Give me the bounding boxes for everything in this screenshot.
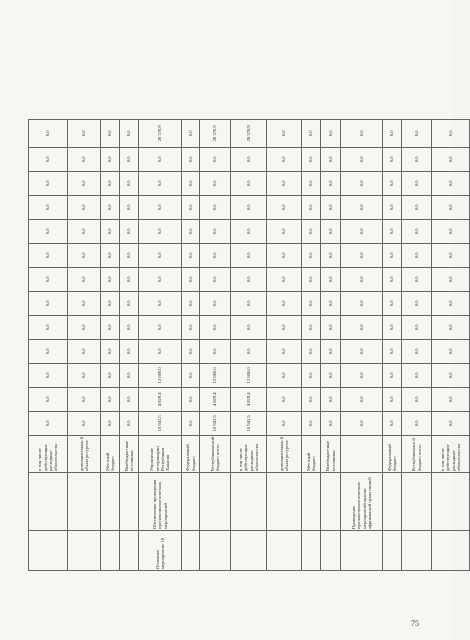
source-cell: Республиканский бюджет всего [200, 435, 231, 472]
value-cell: 0,0 [120, 119, 139, 147]
table-row [29, 119, 68, 570]
value-cell: 0,0 [341, 363, 383, 387]
value-cell: 0,0 [101, 147, 120, 171]
value-cell: 0,0 [200, 315, 231, 339]
measure-cell [200, 531, 231, 571]
source-cell: Республиканск й бюджет всего [402, 435, 432, 472]
value-cell: 0,0 [120, 291, 139, 315]
measure-cell [182, 531, 200, 571]
measure-cell [402, 531, 432, 571]
value-cell: 0,0 [302, 243, 321, 267]
table-row [68, 119, 101, 570]
value-cell: 0,0 [383, 243, 402, 267]
value-cell: 4 829,4 [200, 387, 231, 411]
measure-cell [120, 531, 139, 571]
value-cell: 0,0 [68, 219, 101, 243]
value-cell: 0,0 [68, 387, 101, 411]
value-cell: 0,0 [383, 315, 402, 339]
value-cell: 0,0 [120, 363, 139, 387]
value-cell: 0,0 [402, 119, 432, 147]
table-row [402, 119, 432, 570]
value-cell: 0,0 [231, 219, 267, 243]
value-cell: 0,0 [402, 339, 432, 363]
value-cell: 0,0 [68, 411, 101, 435]
value-cell: 0,0 [341, 243, 383, 267]
measure-cell [432, 531, 470, 571]
value-cell: 0,0 [267, 219, 302, 243]
measure-cell [321, 531, 341, 571]
value-cell: 0,0 [29, 411, 68, 435]
measure-cell [383, 531, 402, 571]
value-cell: 0,0 [302, 195, 321, 219]
value-cell: 0,0 [68, 195, 101, 219]
value-cell: 0,0 [341, 195, 383, 219]
event-name-cell [200, 473, 231, 531]
value-cell: 0,0 [267, 387, 302, 411]
value-cell: 0,0 [120, 195, 139, 219]
value-cell: 0,0 [68, 267, 101, 291]
value-cell: 0,0 [200, 195, 231, 219]
value-cell: 0,0 [321, 147, 341, 171]
event-name-cell [302, 473, 321, 531]
value-cell: 0,0 [231, 339, 267, 363]
value-cell: 0,0 [321, 315, 341, 339]
value-cell: 0,0 [341, 387, 383, 411]
event-name-cell [321, 473, 341, 531]
value-cell: 0,0 [321, 195, 341, 219]
value-cell: 0,0 [29, 171, 68, 195]
value-cell: 0,0 [200, 219, 231, 243]
value-cell: 0,0 [182, 195, 200, 219]
event-name-cell [267, 473, 302, 531]
value-cell: 0,0 [139, 243, 182, 267]
measure-cell [302, 531, 321, 571]
event-name-cell [182, 473, 200, 531]
value-cell: 0,0 [432, 387, 470, 411]
value-cell: 0,0 [383, 411, 402, 435]
event-name-cell [29, 473, 68, 531]
value-cell: 0,0 [267, 195, 302, 219]
value-cell: 0,0 [267, 243, 302, 267]
event-name-cell [432, 473, 470, 531]
source-cell: Местный бюджет [101, 435, 120, 472]
value-cell: 12 800,0 [200, 363, 231, 387]
value-cell: 0,0 [302, 339, 321, 363]
value-cell: 0,0 [402, 171, 432, 195]
value-cell: 0,0 [231, 243, 267, 267]
source-cell: Федеральный бюджет [383, 435, 402, 472]
table-row [432, 119, 470, 570]
value-cell: 0,0 [341, 119, 383, 147]
value-cell: 10 941,5 [139, 411, 182, 435]
event-name-cell [120, 473, 139, 531]
value-cell: 0,0 [383, 171, 402, 195]
value-cell: 0,0 [402, 387, 432, 411]
value-cell: 0,0 [29, 243, 68, 267]
value-cell: 0,0 [302, 363, 321, 387]
value-cell: 0,0 [200, 339, 231, 363]
value-cell: 0,0 [383, 267, 402, 291]
value-cell: 0,0 [432, 219, 470, 243]
table-row [267, 119, 302, 570]
value-cell: 0,0 [101, 267, 120, 291]
value-cell: 0,0 [101, 171, 120, 195]
table-row [383, 119, 402, 570]
value-cell: 0,0 [341, 147, 383, 171]
value-cell: 0,0 [383, 339, 402, 363]
value-cell: 0,0 [432, 411, 470, 435]
event-name-cell [68, 473, 101, 531]
value-cell: 0,0 [432, 267, 470, 291]
value-cell: 0,0 [432, 119, 470, 147]
value-cell: 0,0 [68, 339, 101, 363]
value-cell: 0,0 [302, 291, 321, 315]
table-row [120, 119, 139, 570]
value-cell: 28 370,9 [139, 119, 182, 147]
value-cell: 0,0 [321, 243, 341, 267]
value-cell: 12 800,0 [231, 363, 267, 387]
value-cell: 0,0 [383, 119, 402, 147]
table-row [200, 119, 231, 570]
value-cell: 0,0 [302, 387, 321, 411]
value-cell: 0,0 [302, 219, 321, 243]
table-row [302, 119, 321, 570]
value-cell: 0,0 [200, 291, 231, 315]
value-cell: 0,0 [139, 291, 182, 315]
value-cell: 0,0 [383, 291, 402, 315]
source-cell: в том числе действующие расходные обязательства [29, 435, 68, 472]
value-cell: 0,0 [182, 411, 200, 435]
value-cell: 0,0 [139, 195, 182, 219]
value-cell: 0,0 [200, 243, 231, 267]
value-cell: 0,0 [231, 147, 267, 171]
value-cell: 0,0 [341, 171, 383, 195]
source-cell: Управление ветеринарии Республики Хакасия [139, 435, 182, 472]
value-cell: 0,0 [200, 171, 231, 195]
value-cell: 0,0 [341, 315, 383, 339]
value-cell: 0,0 [402, 291, 432, 315]
value-cell: 0,0 [120, 315, 139, 339]
value-cell: 0,0 [267, 339, 302, 363]
value-cell: 28 370,9 [231, 119, 267, 147]
value-cell: 0,0 [321, 171, 341, 195]
value-cell: 0,0 [120, 171, 139, 195]
value-cell: 0,0 [120, 267, 139, 291]
value-cell: 0,0 [182, 267, 200, 291]
value-cell: 0,0 [139, 147, 182, 171]
value-cell: 0,0 [432, 243, 470, 267]
value-cell: 0,0 [383, 195, 402, 219]
measure-cell [101, 531, 120, 571]
value-cell: 0,0 [267, 171, 302, 195]
value-cell: 0,0 [267, 291, 302, 315]
source-cell: Местный бюджет [302, 435, 321, 472]
measure-cell [341, 531, 383, 571]
value-cell: 0,0 [321, 387, 341, 411]
measure-cell [68, 531, 101, 571]
value-cell: 0,0 [29, 387, 68, 411]
value-cell: 0,0 [402, 195, 432, 219]
value-cell: 0,0 [341, 267, 383, 291]
value-cell: 0,0 [120, 411, 139, 435]
value-cell: 0,0 [182, 291, 200, 315]
value-cell: 0,0 [101, 339, 120, 363]
value-cell: 0,0 [101, 243, 120, 267]
value-cell: 0,0 [341, 219, 383, 243]
value-cell: 0,0 [321, 363, 341, 387]
value-cell: 0,0 [68, 315, 101, 339]
value-cell: 0,0 [29, 291, 68, 315]
value-cell: 0,0 [120, 243, 139, 267]
value-cell: 0,0 [29, 267, 68, 291]
table-row [231, 119, 267, 570]
value-cell: 0,0 [267, 315, 302, 339]
value-cell: 0,0 [267, 119, 302, 147]
source-cell: в том числе действующие расходные обязательства [432, 435, 470, 472]
source-cell: Внебюджетные источники [321, 435, 341, 472]
value-cell: 0,0 [101, 291, 120, 315]
value-cell: 0,0 [432, 291, 470, 315]
value-cell: 0,0 [139, 267, 182, 291]
value-cell: 0,0 [341, 411, 383, 435]
measure-cell [29, 531, 68, 571]
value-cell: 0,0 [302, 147, 321, 171]
source-cell: Внебюджетные источники [120, 435, 139, 472]
value-cell: 4 829,4 [231, 387, 267, 411]
value-cell: 0,0 [182, 315, 200, 339]
value-cell: 0,0 [267, 267, 302, 291]
event-name-cell [101, 473, 120, 531]
value-cell: 0,0 [231, 267, 267, 291]
value-cell: 0,0 [101, 315, 120, 339]
value-cell: 0,0 [101, 363, 120, 387]
source-cell: дополнительны й объем ресурсов [68, 435, 101, 472]
value-cell: 28 370,9 [200, 119, 231, 147]
value-cell: 0,0 [432, 339, 470, 363]
value-cell: 0,0 [120, 147, 139, 171]
value-cell: 0,0 [402, 267, 432, 291]
value-cell: 0,0 [402, 219, 432, 243]
value-cell: 0,0 [321, 267, 341, 291]
value-cell: 0,0 [29, 363, 68, 387]
page-number: 75 [411, 619, 419, 628]
value-cell: 0,0 [200, 147, 231, 171]
value-cell: 0,0 [182, 171, 200, 195]
value-cell: 0,0 [383, 219, 402, 243]
value-cell: 0,0 [402, 243, 432, 267]
table-row [321, 119, 341, 570]
value-cell: 0,0 [231, 195, 267, 219]
value-cell: 12 800,0 [139, 363, 182, 387]
value-cell: 0,0 [29, 195, 68, 219]
value-cell: 0,0 [200, 267, 231, 291]
value-cell: 0,0 [29, 119, 68, 147]
source-cell: дополнительны й объем ресурсов [267, 435, 302, 472]
value-cell: 10 941,5 [200, 411, 231, 435]
value-cell: 0,0 [432, 171, 470, 195]
value-cell: 0,0 [231, 171, 267, 195]
value-cell: 0,0 [231, 291, 267, 315]
table-row [182, 119, 200, 570]
table-row [341, 119, 383, 570]
value-cell: 0,0 [302, 315, 321, 339]
value-cell: 0,0 [68, 291, 101, 315]
value-cell: 0,0 [101, 219, 120, 243]
value-cell: 0,0 [402, 363, 432, 387]
value-cell: 0,0 [29, 315, 68, 339]
value-cell: 0,0 [29, 339, 68, 363]
source-cell: Федеральный бюджет [182, 435, 200, 472]
value-cell: 0,0 [29, 219, 68, 243]
value-cell: 0,0 [321, 119, 341, 147]
value-cell: 0,0 [182, 339, 200, 363]
value-cell: 0,0 [139, 339, 182, 363]
value-cell: 0,0 [68, 243, 101, 267]
measure-cell: Основное мероприятие 10 [139, 531, 182, 571]
value-cell: 0,0 [68, 363, 101, 387]
event-name-cell [383, 473, 402, 531]
value-cell: 0,0 [302, 119, 321, 147]
value-cell: 0,0 [101, 387, 120, 411]
value-cell: 0,0 [101, 119, 120, 147]
value-cell: 10 941,5 [231, 411, 267, 435]
value-cell: 0,0 [432, 147, 470, 171]
measure-cell [231, 531, 267, 571]
value-cell: 0,0 [402, 411, 432, 435]
value-cell: 0,0 [68, 119, 101, 147]
value-cell: 0,0 [182, 219, 200, 243]
value-cell: 0,0 [383, 147, 402, 171]
value-cell: 0,0 [68, 147, 101, 171]
value-cell: 0,0 [182, 387, 200, 411]
value-cell: 0,0 [267, 147, 302, 171]
value-cell: 0,0 [321, 339, 341, 363]
event-name-cell [231, 473, 267, 531]
value-cell: 0,0 [321, 219, 341, 243]
budget-table [28, 119, 470, 571]
table-row [139, 119, 182, 570]
value-cell: 0,0 [341, 291, 383, 315]
measure-cell [267, 531, 302, 571]
value-cell: 0,0 [139, 171, 182, 195]
source-cell: в том числе действующие расходные обязательства [231, 435, 267, 472]
value-cell: 0,0 [302, 411, 321, 435]
value-cell: 0,0 [432, 195, 470, 219]
value-cell: 0,0 [302, 267, 321, 291]
source-cell [341, 435, 383, 472]
value-cell: 4 829,4 [139, 387, 182, 411]
value-cell: 0,0 [120, 387, 139, 411]
value-cell: 0,0 [68, 171, 101, 195]
value-cell: 0,0 [341, 339, 383, 363]
value-cell: 0,0 [321, 411, 341, 435]
value-cell: 0,0 [29, 147, 68, 171]
value-cell: 0,0 [120, 219, 139, 243]
table-row [101, 119, 120, 570]
value-cell: 0,0 [383, 387, 402, 411]
value-cell: 0,0 [182, 147, 200, 171]
value-cell: 0,0 [402, 147, 432, 171]
value-cell: 0,0 [139, 315, 182, 339]
value-cell: 0,0 [383, 363, 402, 387]
value-cell: 0,0 [432, 315, 470, 339]
value-cell: 0,0 [101, 195, 120, 219]
event-name-cell [402, 473, 432, 531]
value-cell: 0,0 [120, 339, 139, 363]
value-cell: 0,0 [231, 315, 267, 339]
value-cell: 0,0 [267, 363, 302, 387]
event-name-cell: Обеспечение проведения противоэпизоотических мероприятий [139, 473, 182, 531]
value-cell: 0,0 [402, 315, 432, 339]
value-cell: 0,0 [101, 411, 120, 435]
value-cell: 0,0 [182, 243, 200, 267]
value-cell: 0,0 [321, 291, 341, 315]
value-cell: 0,0 [139, 219, 182, 243]
value-cell: 0,0 [182, 119, 200, 147]
event-name-cell: Проведение противоэпизоотических мероприятий против африканской чумы свиней [341, 473, 383, 531]
value-cell: 0,0 [432, 363, 470, 387]
value-cell: 0,0 [182, 363, 200, 387]
value-cell: 0,0 [302, 171, 321, 195]
value-cell: 0,0 [267, 411, 302, 435]
